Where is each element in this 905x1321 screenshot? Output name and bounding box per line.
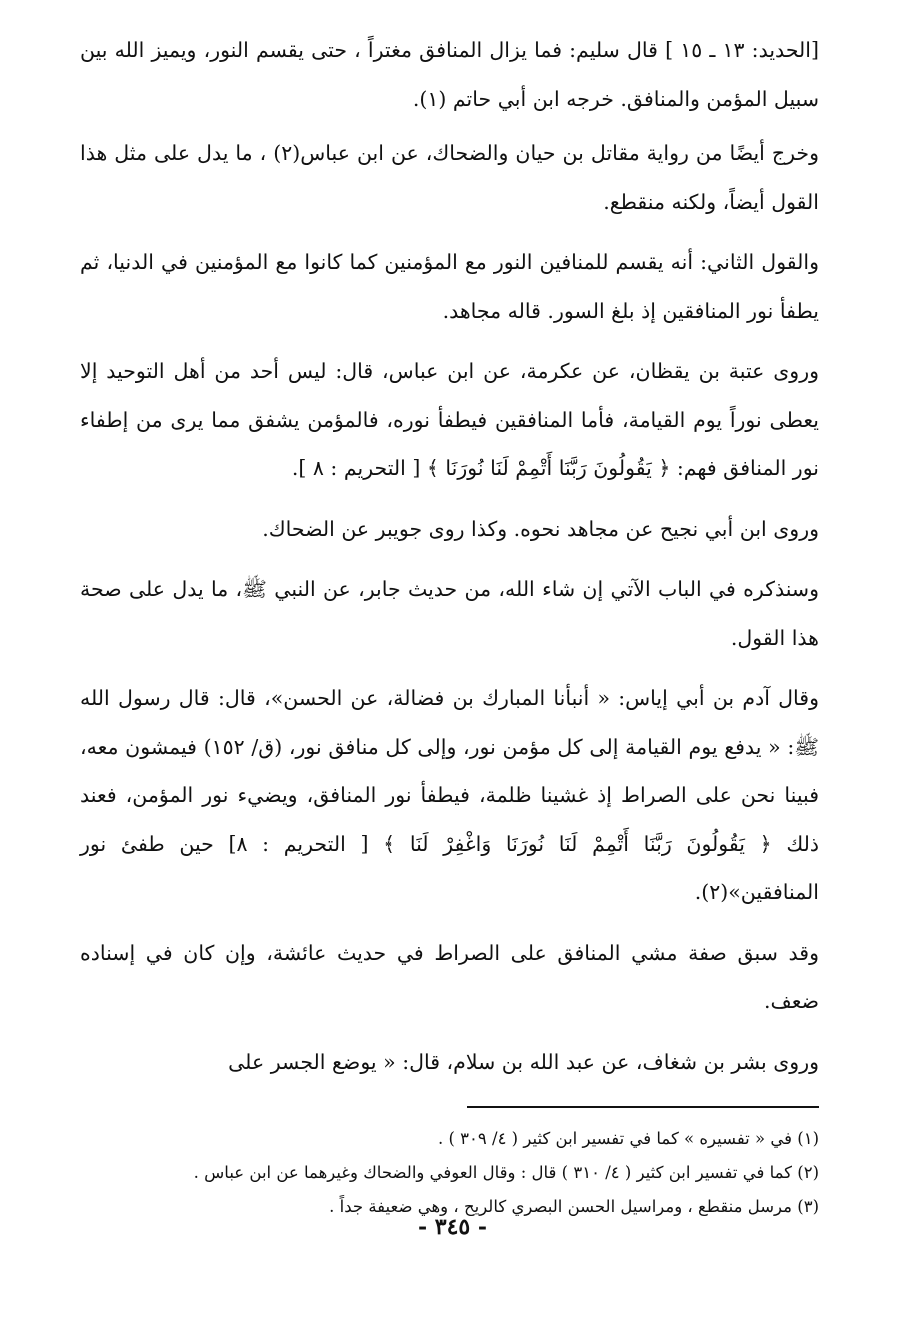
paragraph-3: والقول الثاني: أنه يقسم للمنافين النور مع المؤمنين كما كانوا مع المؤمنين في الدنيا، ثم يطفأ نور المنافقين إذ بلغ السور. قاله مجاهد.	[80, 250, 819, 323]
paragraph-9: وروى بشر بن شغاف، عن عبد الله بن سلام، قال: « يوضع الجسر على	[228, 1049, 819, 1074]
paragraph-8: وقد سبق صفة مشي المنافق على الصراط في حديث عائشة، وإن كان في إسناده ضعف.	[80, 940, 819, 1013]
footnote-3: (٣) مرسل منقطع ، ومراسيل الحسن البصري كالريح ، وهي ضعيفة جداً .	[329, 1197, 819, 1216]
paragraph-5: وروى ابن أبي نجيح عن مجاهد نحوه. وكذا روى جويبر عن الضحاك.	[262, 516, 819, 541]
paragraph-4: وروى عتبة بن يقظان، عن عكرمة، عن ابن عباس، قال: ليس أحد من أهل التوحيد إلا يعطى نوراً يوم القيامة، فأما المنافقين فيطفأ نوره، فالمؤمن يشفق مما يرى من إطفاء نور المنافق فهم: ﴿ يَقُولُونَ رَبَّنَا أَتْمِمْ لَنَا نُورَنَا ﴾ [ التحريم : ٨ ].	[80, 359, 820, 480]
paragraph-6: وسنذكره في الباب الآتي إن شاء الله، من حديث جابر، عن النبي ﷺ، ما يدل على صحة هذا القول.	[80, 577, 819, 650]
main-text	[80, 26, 819, 1086]
footnote-separator	[467, 1106, 819, 1108]
footnote-2: (٢) كما في تفسير ابن كثير ( ٤/ ٣١٠ ) قال : وقال العوفي والضحاك وغيرهما عن ابن عباس .	[193, 1163, 819, 1182]
page-number: - ٣٤٥ -	[417, 1214, 488, 1240]
paragraph-2: وخرج أيضًا من رواية مقاتل بن حيان والضحاك، عن ابن عباس(٢) ، ما يدل على مثل هذا القول أيضاً، ولكنه منقطع.	[80, 141, 819, 214]
footnotes	[80, 1122, 819, 1224]
footnote-1: (١) في « تفسيره » كما في تفسير ابن كثير ( ٤/ ٣٠٩ ) .	[437, 1129, 819, 1148]
paragraph-1: [الحديد: ١٣ ـ ١٥ ] قال سليم: فما يزال المنافق مغتراً ، حتى يقسم النور، ويميز الله بين سبيل المؤمن والمنافق. خرجه ابن أبي حاتم (١).	[80, 38, 819, 111]
paragraph-7: وقال آدم بن أبي إياس: « أنبأنا المبارك بن فضالة، عن الحسن»، قال: قال رسول الله ﷺ: « يدفع يوم القيامة إلى كل مؤمن نور، وإلى كل منافق نور، (ق/ ١٥٢) فيمشون معه، فبينا نحن على الصراط إذ غشينا ظلمة، فيطفأ نور المنافق، ويضيء نور المؤمن، فعند ذلك ﴿ يَقُولُونَ رَبَّنَا أَتْمِمْ لَنَا نُورَنَا وَاغْفِرْ لَنَا ﴾ [ التحريم : ٨] حين طفئ نور المنافقين»(٢).	[80, 686, 820, 904]
